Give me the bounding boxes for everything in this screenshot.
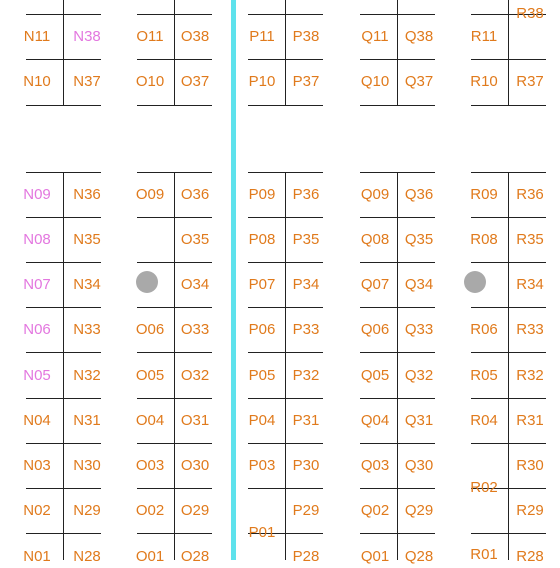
row-q-separator — [360, 443, 435, 444]
parking-slot-n02[interactable]: N02 — [23, 502, 51, 519]
row-o-separator — [137, 217, 212, 218]
parking-slot-n09[interactable]: N09 — [23, 186, 51, 203]
parking-slot-r08[interactable]: R08 — [470, 231, 498, 248]
parking-slot-q09[interactable]: Q09 — [360, 186, 390, 203]
parking-slot-p08[interactable]: P08 — [248, 231, 276, 248]
row-q-separator — [360, 488, 435, 489]
parking-slot-r29[interactable]: R29 — [516, 502, 544, 519]
parking-slot-n31[interactable]: N31 — [73, 412, 101, 429]
row-o-separator — [137, 488, 212, 489]
parking-slot-p03[interactable]: P03 — [248, 457, 276, 474]
parking-slot-q07[interactable]: Q07 — [360, 276, 390, 293]
parking-slot-o37[interactable]: O37 — [180, 73, 210, 90]
parking-slot-n33[interactable]: N33 — [73, 321, 101, 338]
parking-slot-n36[interactable]: N36 — [73, 186, 101, 203]
row-p-separator — [248, 443, 323, 444]
row-p-separator — [248, 14, 323, 15]
row-p-separator — [248, 352, 323, 353]
parking-slot-p38[interactable]: P38 — [292, 28, 320, 45]
parking-slot-p11[interactable]: P11 — [249, 28, 275, 45]
row-p-separator — [248, 307, 323, 308]
parking-slot-n10[interactable]: N10 — [23, 73, 51, 90]
parking-slot-q35[interactable]: Q35 — [404, 231, 434, 248]
parking-slot-p33[interactable]: P33 — [292, 321, 320, 338]
parking-slot-o38[interactable]: O38 — [180, 28, 210, 45]
parking-slot-r30[interactable]: R30 — [516, 457, 544, 474]
row-n-separator — [26, 217, 101, 218]
parking-slot-q11[interactable]: Q11 — [361, 28, 389, 45]
parking-slot-n07[interactable]: N07 — [23, 276, 51, 293]
row-q-separator — [360, 262, 435, 263]
parking-slot-r36[interactable]: R36 — [516, 186, 544, 203]
parking-slot-r34[interactable]: R34 — [516, 276, 544, 293]
parking-slot-n29[interactable]: N29 — [73, 502, 101, 519]
row-n-separator — [26, 488, 101, 489]
parking-slot-p01[interactable]: P01 — [248, 524, 276, 541]
parking-slot-o06[interactable]: O06 — [135, 321, 165, 338]
parking-slot-o05[interactable]: O05 — [135, 367, 165, 384]
parking-slot-n28[interactable]: N28 — [73, 548, 101, 565]
parking-slot-o09[interactable]: O09 — [135, 186, 165, 203]
parking-slot-r35[interactable]: R35 — [516, 231, 544, 248]
marker-r-block-icon — [464, 271, 486, 293]
parking-slot-q01[interactable]: Q01 — [360, 548, 390, 565]
row-r-separator — [471, 352, 546, 353]
parking-slot-r05[interactable]: R05 — [470, 367, 498, 384]
parking-slot-p32[interactable]: P32 — [292, 367, 320, 384]
parking-slot-p28[interactable]: P28 — [292, 548, 320, 565]
row-q-separator — [360, 398, 435, 399]
row-r-separator — [471, 59, 546, 60]
parking-slot-q10[interactable]: Q10 — [360, 73, 390, 90]
row-r-separator — [471, 262, 546, 263]
row-q-separator — [360, 217, 435, 218]
row-p-separator — [248, 398, 323, 399]
parking-slot-p09[interactable]: P09 — [248, 186, 276, 203]
row-q-separator — [360, 352, 435, 353]
row-o-separator — [137, 533, 212, 534]
parking-slot-n06[interactable]: N06 — [23, 321, 51, 338]
parking-slot-r32[interactable]: R32 — [516, 367, 544, 384]
row-o-separator — [137, 14, 212, 15]
parking-slot-q29[interactable]: Q29 — [404, 502, 434, 519]
row-q-separator — [360, 533, 435, 534]
row-o-separator — [137, 105, 212, 106]
row-n-separator — [26, 443, 101, 444]
parking-slot-o11[interactable]: O11 — [136, 28, 164, 45]
row-q-separator — [360, 307, 435, 308]
parking-slot-p05[interactable]: P05 — [248, 367, 276, 384]
parking-slot-q37[interactable]: Q37 — [404, 73, 434, 90]
parking-slot-q33[interactable]: Q33 — [404, 321, 434, 338]
parking-slot-r38[interactable]: R38 — [516, 5, 544, 22]
parking-slot-q02[interactable]: Q02 — [360, 502, 390, 519]
parking-slot-r10[interactable]: R10 — [470, 73, 498, 90]
parking-slot-o30[interactable]: O30 — [180, 457, 210, 474]
parking-slot-n08[interactable]: N08 — [23, 231, 51, 248]
row-o-separator — [137, 262, 212, 263]
parking-slot-o02[interactable]: O02 — [135, 502, 165, 519]
parking-slot-n37[interactable]: N37 — [73, 73, 101, 90]
parking-slot-r09[interactable]: R09 — [470, 186, 498, 203]
parking-slot-n30[interactable]: N30 — [73, 457, 101, 474]
row-n-separator — [26, 172, 101, 173]
parking-slot-o36[interactable]: O36 — [180, 186, 210, 203]
row-n-separator — [26, 59, 101, 60]
parking-slot-q36[interactable]: Q36 — [404, 186, 434, 203]
row-p-separator — [248, 59, 323, 60]
parking-slot-n35[interactable]: N35 — [73, 231, 101, 248]
row-n-separator — [26, 262, 101, 263]
row-o-separator — [137, 398, 212, 399]
row-n-separator — [26, 105, 101, 106]
parking-slot-n32[interactable]: N32 — [73, 367, 101, 384]
parking-slot-r04[interactable]: R04 — [470, 412, 498, 429]
parking-slot-o33[interactable]: O33 — [180, 321, 210, 338]
row-r-separator — [471, 307, 546, 308]
row-q-separator — [360, 14, 435, 15]
parking-slot-q28[interactable]: Q28 — [404, 548, 434, 565]
row-n-separator — [26, 14, 101, 15]
parking-slot-r28[interactable]: R28 — [516, 548, 544, 565]
marker-o-block-icon — [136, 271, 158, 293]
parking-slot-p36[interactable]: P36 — [292, 186, 320, 203]
parking-slot-n11[interactable]: N11 — [23, 28, 51, 45]
parking-slot-n05[interactable]: N05 — [23, 367, 51, 384]
parking-slot-n04[interactable]: N04 — [23, 412, 51, 429]
row-p-separator — [248, 488, 323, 489]
parking-slot-o35[interactable]: O35 — [180, 231, 210, 248]
parking-slot-n34[interactable]: N34 — [73, 276, 101, 293]
parking-slot-q32[interactable]: Q32 — [404, 367, 434, 384]
parking-slot-o28[interactable]: O28 — [180, 548, 210, 565]
parking-slot-r11[interactable]: R11 — [470, 28, 498, 45]
parking-slot-o29[interactable]: O29 — [180, 502, 210, 519]
row-n-separator — [26, 307, 101, 308]
row-q-separator — [360, 105, 435, 106]
parking-slot-p30[interactable]: P30 — [292, 457, 320, 474]
row-o-separator — [137, 59, 212, 60]
parking-slot-r31[interactable]: R31 — [516, 412, 544, 429]
parking-slot-r02[interactable]: R02 — [470, 479, 498, 496]
parking-slot-o03[interactable]: O03 — [135, 457, 165, 474]
row-o-separator — [137, 172, 212, 173]
parking-slot-o04[interactable]: O04 — [135, 412, 165, 429]
parking-slot-q03[interactable]: Q03 — [360, 457, 390, 474]
parking-slot-q31[interactable]: Q31 — [404, 412, 434, 429]
row-r-separator — [471, 105, 546, 106]
parking-slot-p29[interactable]: P29 — [292, 502, 320, 519]
row-r-separator — [471, 217, 546, 218]
row-q-separator — [360, 172, 435, 173]
parking-slot-p04[interactable]: P04 — [248, 412, 276, 429]
row-q-separator — [360, 59, 435, 60]
row-r-separator — [471, 443, 546, 444]
parking-slot-p35[interactable]: P35 — [292, 231, 320, 248]
row-n-separator — [26, 398, 101, 399]
parking-slot-q06[interactable]: Q06 — [360, 321, 390, 338]
parking-slot-q04[interactable]: Q04 — [360, 412, 390, 429]
row-o-separator — [137, 443, 212, 444]
parking-slot-p07[interactable]: P07 — [248, 276, 276, 293]
parking-slot-r06[interactable]: R06 — [470, 321, 498, 338]
row-n-separator — [26, 533, 101, 534]
row-r-separator — [471, 172, 546, 173]
parking-slot-p31[interactable]: P31 — [292, 412, 320, 429]
parking-slot-q34[interactable]: Q34 — [404, 276, 434, 293]
row-o-separator — [137, 307, 212, 308]
row-r-separator — [471, 533, 546, 534]
row-p-separator — [248, 217, 323, 218]
parking-slot-n38[interactable]: N38 — [73, 28, 101, 45]
parking-slot-q30[interactable]: Q30 — [404, 457, 434, 474]
parking-slot-r37[interactable]: R37 — [516, 73, 544, 90]
parking-slot-p06[interactable]: P06 — [248, 321, 276, 338]
parking-slot-q38[interactable]: Q38 — [404, 28, 434, 45]
parking-slot-o34[interactable]: O34 — [180, 276, 210, 293]
parking-slot-r01[interactable]: R01 — [470, 546, 498, 563]
parking-slot-o32[interactable]: O32 — [180, 367, 210, 384]
parking-slot-p10[interactable]: P10 — [248, 73, 276, 90]
parking-slot-q08[interactable]: Q08 — [360, 231, 390, 248]
parking-slot-n03[interactable]: N03 — [23, 457, 51, 474]
row-r-separator — [471, 398, 546, 399]
parking-slot-r33[interactable]: R33 — [516, 321, 544, 338]
parking-slot-q05[interactable]: Q05 — [360, 367, 390, 384]
parking-slot-o10[interactable]: O10 — [135, 73, 165, 90]
parking-slot-p34[interactable]: P34 — [292, 276, 320, 293]
parking-slot-o31[interactable]: O31 — [180, 412, 210, 429]
row-p-separator — [248, 262, 323, 263]
row-p-separator — [248, 172, 323, 173]
row-o-separator — [137, 352, 212, 353]
parking-slot-o01[interactable]: O01 — [135, 548, 165, 565]
row-p-separator — [248, 105, 323, 106]
parking-slot-p37[interactable]: P37 — [292, 73, 320, 90]
row-n-separator — [26, 352, 101, 353]
parking-slot-n01[interactable]: N01 — [23, 548, 51, 565]
